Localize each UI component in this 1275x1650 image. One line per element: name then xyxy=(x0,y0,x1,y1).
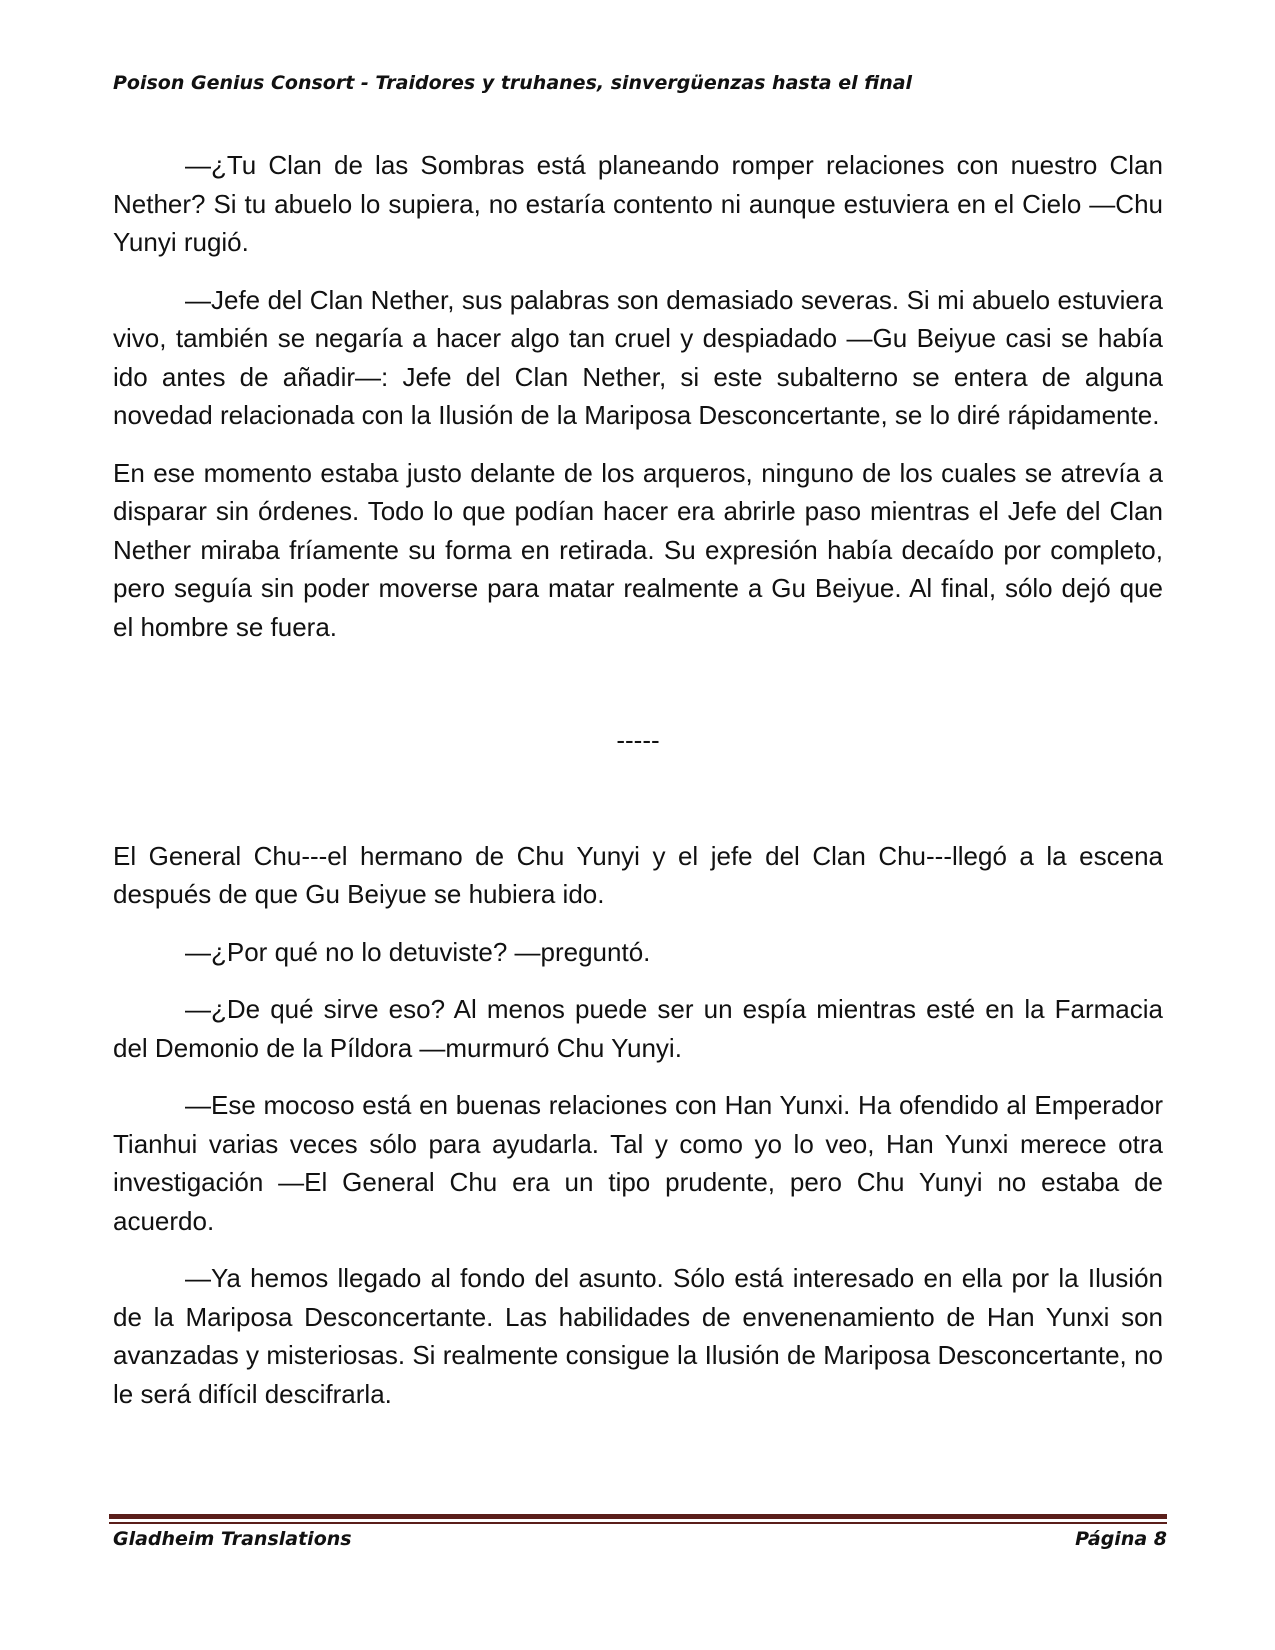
footer-divider xyxy=(109,1514,1167,1519)
paragraph-8: —Ya hemos llegado al fondo del asunto. Sólo está interesado en ella por la Ilusión de la Mariposa Desconcertante. Las habilidades de envenenamiento de Han Yunxi son avanzadas y misteriosas. Si realmente consigue la Ilusión de Mariposa Desconcertante, no le será difícil descifrarla. xyxy=(113,1263,1163,1409)
footer-divider-thin xyxy=(109,1522,1167,1524)
paragraph-7: —Ese mocoso está en buenas relaciones con Han Yunxi. Ha ofendido al Emperador Tianhui varias veces sólo para ayudarla. Tal y como yo lo veo, Han Yunxi merece otra investigación —El General Chu era un tipo prudente, pero Chu Yunyi no estaba de acuerdo. xyxy=(113,1090,1163,1236)
paragraph-6: —¿De qué sirve eso? Al menos puede ser un espía mientras esté en la Farmacia del Demonio de la Píldora —murmuró Chu Yunyi. xyxy=(113,994,1163,1063)
paragraph-4: El General Chu---el hermano de Chu Yunyi y el jefe del Clan Chu---llegó a la escena después de que Gu Beiyue se hubiera ido. xyxy=(113,840,1163,909)
footer-page-number: Página 8 xyxy=(1075,1528,1167,1550)
section-separator: ----- xyxy=(616,725,660,755)
body-text xyxy=(113,146,1163,1432)
paragraph-3: En ese momento estaba justo delante de los arqueros, ninguno de los cuales se atrevía a disparar sin órdenes. Todo lo que podían hacer era abrirle paso mientras el Jefe del Clan Nether miraba fríamente su forma en retirada. Su expresión había decaído por completo, pero seguía sin poder moverse para matar realmente a Gu Beiyue. Al final, sólo dejó que el hombre se fuera. xyxy=(113,457,1163,642)
paragraph-1: —¿Tu Clan de las Sombras está planeando romper relaciones con nuestro Clan Nether? Si tu abuelo lo supiera, no estaría contento ni aunque estuviera en el Cielo —Chu Yunyi rugió. xyxy=(113,150,1163,257)
paragraph-2: —Jefe del Clan Nether, sus palabras son demasiado severas. Si mi abuelo estuviera vivo, también se negaría a hacer algo tan cruel y despiadado —Gu Beiyue casi se había ido antes de añadir—: Jefe del Clan Nether, si este subalterno se entera de alguna novedad relacionada con la Ilusión de la Mariposa Desconcertante, se lo diré rápidamente. xyxy=(113,284,1163,430)
footer-publisher: Gladheim Translations xyxy=(113,1528,352,1550)
paragraph-5: —¿Por qué no lo detuviste? —preguntó. xyxy=(185,936,651,967)
page-header: Poison Genius Consort - Traidores y truhanes, sinvergüenzas hasta el final xyxy=(113,72,913,94)
